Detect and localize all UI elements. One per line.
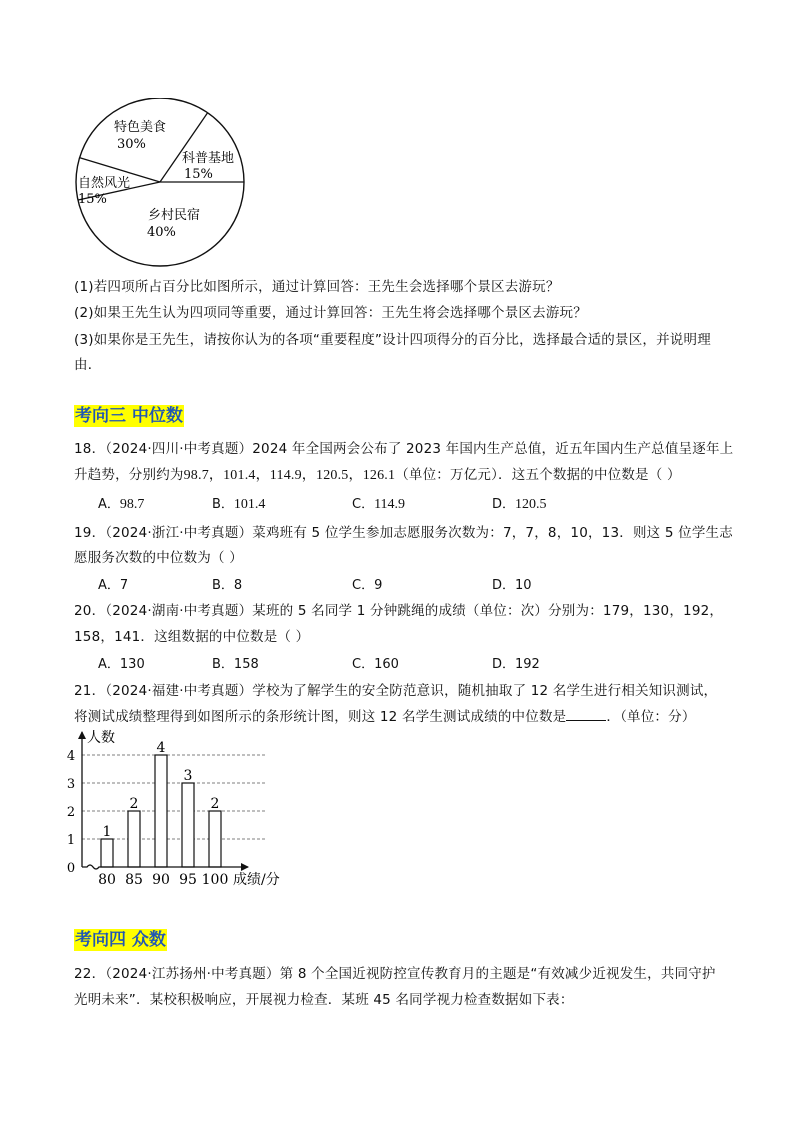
q17-sub3-line1: (3)如果你是王先生，请按你认为的各项“重要程度”设计四项得分的百分比，选择最合适的景区，并说明理 — [74, 332, 711, 348]
q20-option-b[interactable] — [212, 653, 259, 672]
pie-chart — [70, 98, 260, 268]
option-letter: C． — [352, 657, 375, 672]
option-value: 8 — [233, 578, 243, 593]
y-tick-label: 2 — [66, 805, 76, 820]
q17-sub1: (1)若四项所占百分比如图所示，通过计算回答：王先生会选择哪个景区去游玩？ — [74, 279, 560, 295]
q19-option-a[interactable] — [98, 574, 128, 593]
y-tick-label: 4 — [66, 749, 76, 764]
q21-line2-text: 将测试成绩整理得到如图所示的条形统计图，则这 12 名学生测试成绩的中位数是 — [74, 709, 567, 725]
answer-blank[interactable] — [566, 708, 606, 721]
bar-value-label: 3 — [183, 768, 193, 784]
q22-line1: 22．（2024·江苏扬州·中考真题）第 8 个全国近视防控宣传教育月的主题是“有效减少近视发生，共同守护 — [74, 966, 716, 982]
q20-option-d[interactable] — [492, 653, 540, 672]
option-value: 160 — [374, 657, 399, 672]
option-letter: A． — [98, 497, 120, 512]
q19-line1: 19．（2024·浙江·中考真题）菜鸡班有 5 位学生参加志愿服务次数为：7，7，8，10，13．则这 5 位学生志 — [74, 525, 733, 541]
q21-line1: 21．（2024·福建·中考真题）学校为了解学生的安全防范意识，随机抽取了 12 名学生进行相关知识测试， — [74, 683, 718, 699]
option-value: 7 — [119, 578, 129, 593]
pie-slice-label: 科普基地 — [182, 151, 235, 166]
y-axis-label: 人数 — [87, 730, 115, 746]
q20-line1: 20．（2024·湖南·中考真题）某班的 5 名同学 1 分钟跳绳的成绩（单位：次）分别为：179，130，192， — [74, 603, 724, 619]
bar — [101, 839, 113, 867]
x-tick-label: 85 — [125, 872, 143, 888]
bar-chart — [60, 726, 310, 891]
q17-sub3-line2: 由． — [74, 357, 102, 373]
option-value: 130 — [119, 657, 145, 672]
q18-option-c[interactable] — [352, 493, 405, 513]
pie-slice-label: 特色美食 — [114, 120, 167, 135]
q18-line2-tail: （单位：万亿元）．这五个数据的中位数是（ ） — [395, 467, 681, 483]
q19-line2: 愿服务次数的中位数为（ ） — [74, 550, 243, 566]
q21-line2-tail: ．（单位：分） — [606, 709, 696, 725]
pie-slice-value: 40% — [147, 225, 176, 240]
y-tick-label: 3 — [66, 777, 76, 792]
option-letter: C． — [352, 497, 375, 512]
x-tick-label: 90 — [152, 872, 170, 888]
option-letter: B． — [212, 578, 234, 593]
option-letter: A． — [98, 578, 120, 593]
q20-option-c[interactable] — [352, 653, 399, 672]
option-value: 120.5 — [515, 497, 547, 512]
pie-slice-value: 15% — [78, 192, 107, 207]
pie-slice-value: 15% — [184, 167, 213, 182]
option-value: 98.7 — [119, 497, 145, 512]
q21-line2 — [74, 705, 696, 725]
pie-slice-label: 自然风光 — [78, 176, 131, 191]
x-tick-label: 95 — [179, 872, 197, 888]
option-letter: D． — [492, 657, 516, 672]
option-letter: B． — [212, 657, 234, 672]
q18-option-a[interactable] — [98, 493, 144, 513]
q18-values: 98.7，101.4，114.9，120.5，126.1 — [183, 468, 396, 483]
option-letter: A． — [98, 657, 120, 672]
q17-sub2: (2)如果王先生认为四项同等重要，通过计算回答：王先生将会选择哪个景区去游玩？ — [74, 305, 587, 321]
pie-slice-value: 30% — [117, 137, 146, 152]
option-letter: C． — [352, 578, 375, 593]
q18-line1: 18．（2024·四川·中考真题）2024 年全国两会公布了 2023 年国内生产总值，近五年国内生产总值呈逐年上 — [74, 441, 734, 457]
bar-value-label: 2 — [210, 796, 220, 812]
y-tick-label: 0 — [66, 861, 76, 876]
x-tick-label: 80 — [98, 872, 116, 888]
option-value: 158 — [233, 657, 259, 672]
y-tick-label: 1 — [66, 833, 76, 848]
pie-slice-label: 乡村民宿 — [148, 208, 201, 223]
q19-option-d[interactable] — [492, 574, 532, 593]
bar-value-label: 4 — [156, 740, 166, 756]
q22-line2: 光明未来”．某校积极响应，开展视力检查．某班 45 名同学视力检查数据如下表： — [74, 992, 574, 1008]
bar — [128, 811, 140, 867]
option-value: 192 — [515, 657, 540, 672]
q19-option-c[interactable] — [352, 574, 382, 593]
q19-option-b[interactable] — [212, 574, 242, 593]
option-value: 101.4 — [233, 497, 266, 512]
x-axis-label: 成绩/分 — [233, 872, 280, 888]
section-heading-median: 考向三 中位数 — [75, 406, 183, 426]
bar-value-label: 1 — [102, 824, 112, 840]
option-value: 10 — [515, 578, 532, 593]
section-heading-mode: 考向四 众数 — [75, 930, 166, 950]
option-value: 114.9 — [374, 497, 406, 512]
q18-line2-text: 升趋势，分别约为 — [74, 467, 184, 483]
bar — [182, 783, 194, 867]
option-letter: D． — [492, 578, 516, 593]
bar-value-label: 2 — [129, 796, 139, 812]
q20-line2: 158，141．这组数据的中位数是（ ） — [74, 629, 310, 645]
q18-option-d[interactable] — [492, 493, 547, 513]
q18-line2 — [74, 463, 681, 484]
option-letter: B． — [212, 497, 234, 512]
bar — [209, 811, 221, 867]
option-value: 9 — [374, 578, 383, 593]
x-tick-label: 100 — [201, 872, 229, 888]
q18-option-b[interactable] — [212, 493, 265, 513]
q20-option-a[interactable] — [98, 653, 145, 672]
bar — [155, 755, 167, 867]
option-letter: D． — [492, 497, 516, 512]
